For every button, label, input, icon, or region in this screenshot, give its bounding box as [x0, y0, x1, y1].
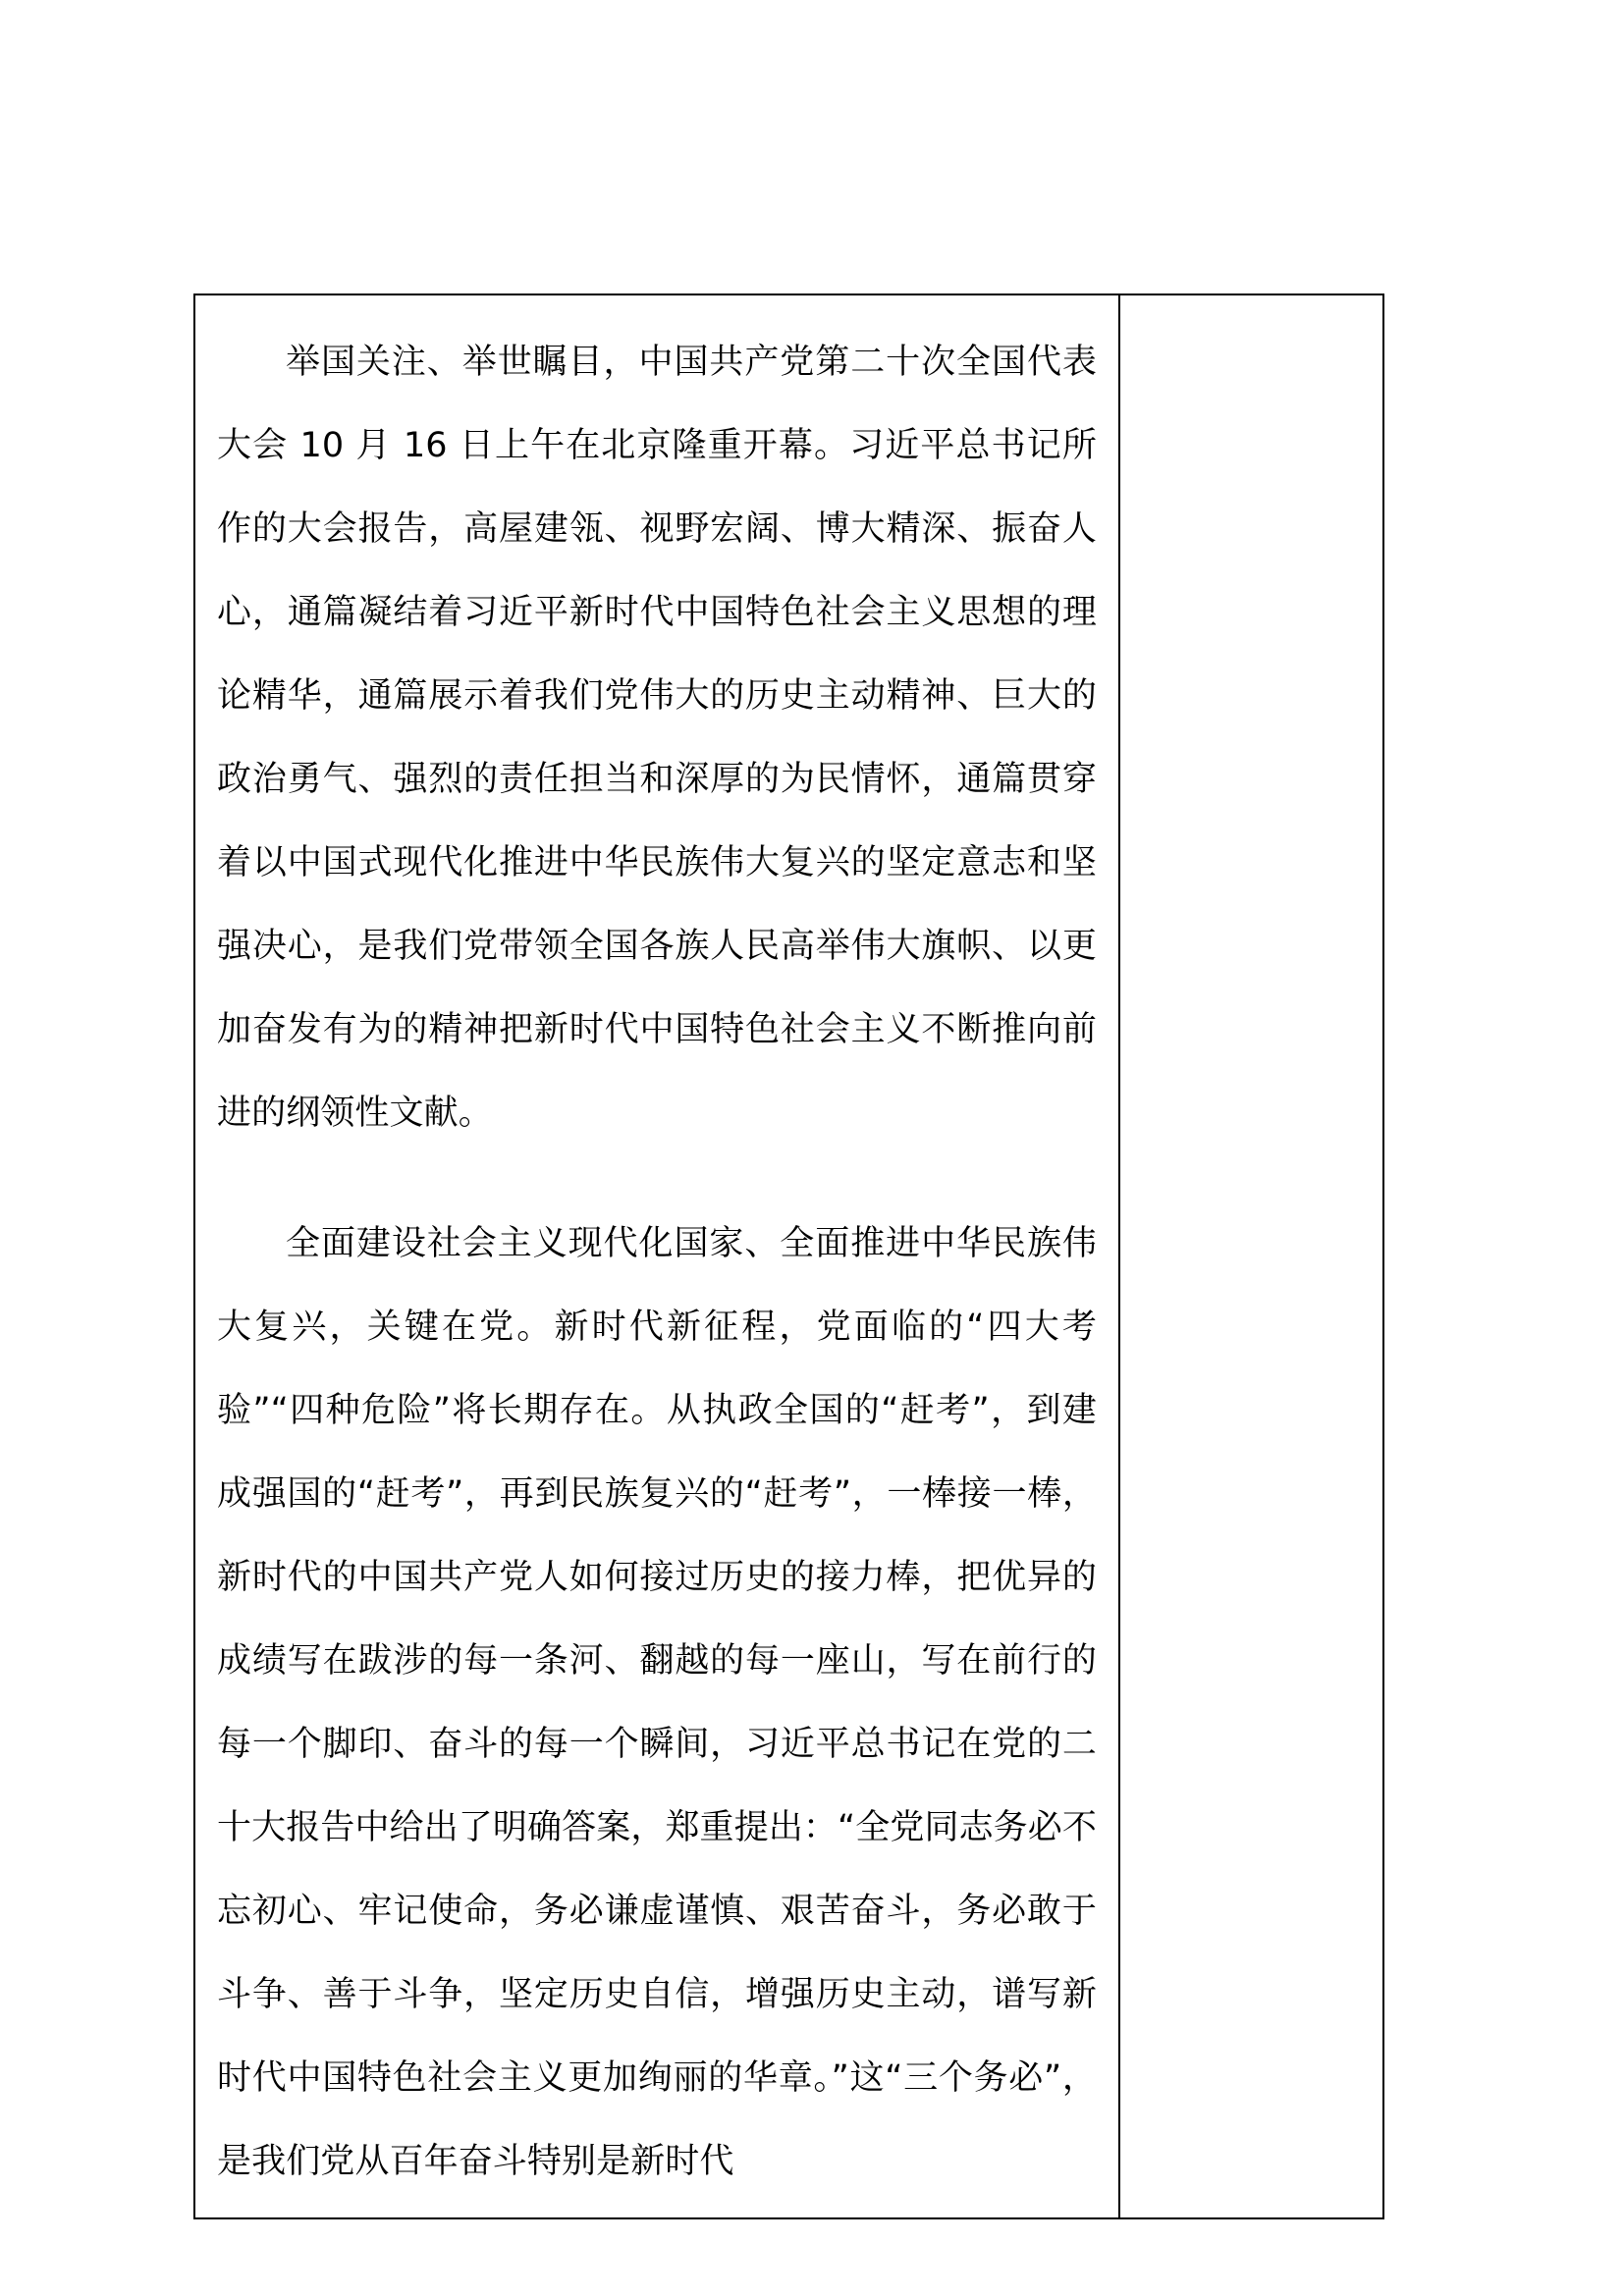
table-body [194, 294, 1383, 2218]
body-copy [195, 295, 1118, 2217]
paragraph-1: 举国关注、举世瞩目，中国共产党第二十次全国代表大会 10 月 16 日上午在北京隆重开幕。习近平总书记所作的大会报告，高屋建瓴、视野宏阔、博大精深、振奋人心，通篇凝结着习近平新时代中国特色社会主义思想的理论精华，通篇展示着我们党伟大的历史主动精神、巨大的政治勇气、强烈的责任担当和深厚的为民情怀，通篇贯穿着以中国式现代化推进中华民族伟大复兴的坚定意志和坚强决心，是我们党带领全国各族人民高举伟大旗帜、以更加奋发有为的精神把新时代中国特色社会主义不断推向前进的纲领性文献。 [217, 343, 1097, 1133]
empty-margin-cell-content [1120, 295, 1382, 2217]
body-text-cell[interactable] [194, 294, 1119, 2218]
paragraph-2: 全面建设社会主义现代化国家、全面推进中华民族伟大复兴，关键在党。新时代新征程，党面临的“四大考验”“四种危险”将长期存在。从执政全国的“赶考”，到建成强国的“赶考”，再到民族复兴的“赶考”，一棒接一棒，新时代的中国共产党人如何接过历史的接力棒，把优异的成绩写在跋涉的每一条河、翻越的每一座山，写在前行的每一个脚印、奋斗的每一个瞬间，习近平总书记在党的二十大报告中给出了明确答案，郑重提出：“全党同志务必不忘初心、牢记使命，务必谦虚谨慎、艰苦奋斗，务必敢于斗争、善于斗争，坚定历史自信，增强历史主动，谱写新时代中国特色社会主义更加绚丽的华章。”这“三个务必”，是我们党从百年奋斗特别是新时代 [217, 1224, 1097, 2181]
table-row [194, 294, 1383, 2218]
empty-margin-cell[interactable] [1119, 294, 1383, 2218]
document-table [193, 294, 1384, 2219]
